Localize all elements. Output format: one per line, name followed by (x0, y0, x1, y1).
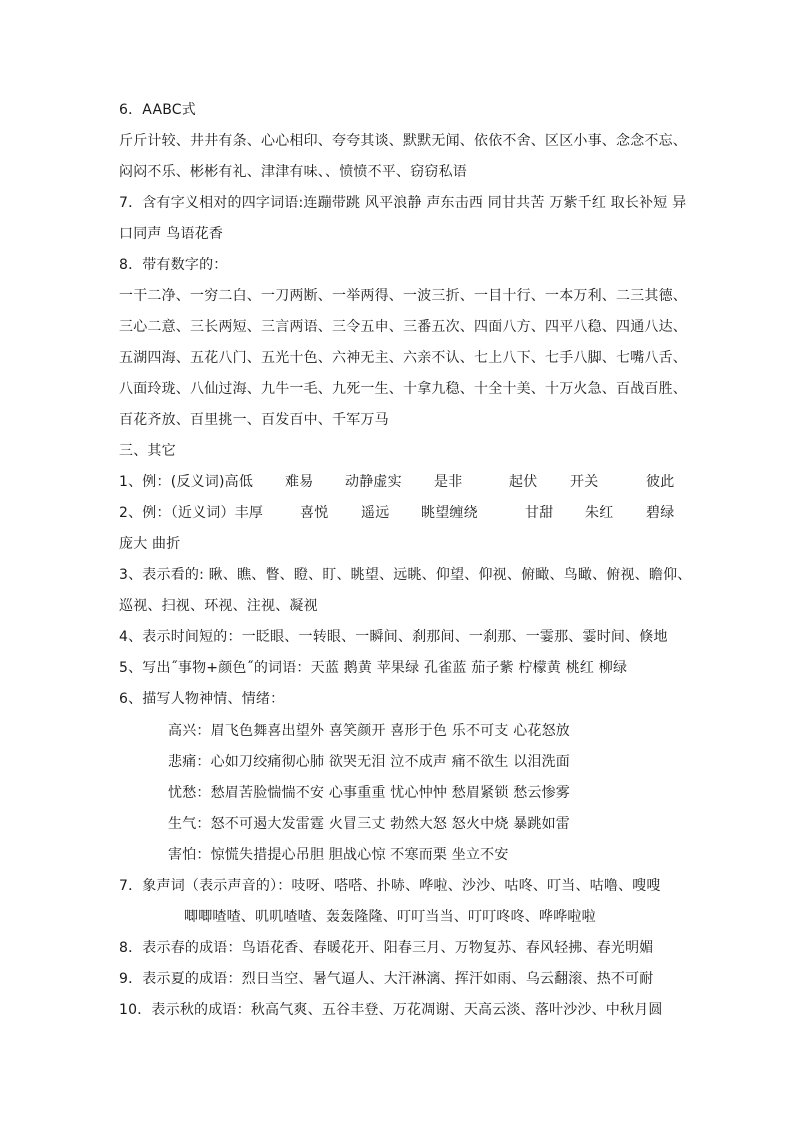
antonym-item: 动静虚实 (345, 474, 402, 490)
text-line: 3、表示看的: 瞅、瞧、瞥、瞪、盯、眺望、远眺、仰望、仰视、俯瞰、鸟瞰、俯视、瞻仰、 (119, 567, 692, 583)
emotion-line-worried: 忧愁：愁眉苦脸惴惴不安 心事重重 忧心忡忡 愁眉紧锁 愁云惨雾 (168, 785, 570, 801)
text-line: 9．表示夏的成语：烈日当空、暑气逼人、大汗淋漓、挥汗如雨、乌云翻滚、热不可耐 (119, 971, 654, 987)
text-line: 闷闷不乐、彬彬有礼、津津有味、、愤愤不平、窃窃私语 (119, 164, 467, 180)
synonym-item: 甘甜 (525, 505, 554, 521)
heading-aabc: 6．AABC式 (119, 102, 196, 118)
text-line: 5、写出˝事物+颜色˝的词语：天蓝 鹅黄 苹果绿 孔雀蓝 茄子紫 柠檬黄 桃红 柳绿 (119, 660, 628, 676)
text-line: 庞大 曲折 (119, 536, 181, 552)
synonym-row (119, 503, 263, 523)
text-line: 巡视、扫视、环视、注视、凝视 (119, 598, 318, 614)
antonym-item: 彼此 (646, 474, 675, 490)
antonym-item: 是非 (434, 474, 463, 490)
emotion-line-angry: 生气：怒不可遏大发雷霆 火冒三丈 勃然大怒 怒火中烧 暴跳如雷 (168, 816, 570, 832)
heading-numbers: 8．带有数字的： (119, 257, 228, 273)
antonym-item: 难易 (285, 474, 314, 490)
heading-emotions: 6、描写人物神情、情绪： (119, 691, 285, 707)
emotion-line-afraid: 害怕：惊慌失措提心吊胆 胆战心惊 不寒而栗 坐立不安 (168, 847, 509, 863)
text-line: 7．含有字义相对的四字词语:连蹦带跳 风平浪静 声东击西 同甘共苦 万紫千红 取长补短 异 (119, 195, 687, 211)
text-line: 4、表示时间短的：一眨眼、一转眼、一瞬间、刹那间、一刹那、一霎那、霎时间、倏地 (119, 629, 668, 645)
antonym-row (119, 472, 253, 492)
synonym-item: 遥远 (361, 505, 390, 521)
text-line: 唧唧喳喳、叽叽喳喳、轰轰隆隆、叮叮当当、叮叮咚咚、哗哗啦啦 (184, 909, 596, 925)
text-line: 百花齐放、百里挑一、百发百中、千军万马 (119, 412, 389, 428)
text-line: 三心二意、三长两短、三言两语、三令五申、三番五次、四面八方、四平八稳、四通八达、 (119, 319, 687, 335)
antonym-item: 起伏 (509, 474, 538, 490)
synonym-item: 碧绿 (646, 505, 675, 521)
emotion-line-happy: 高兴：眉飞色舞喜出望外 喜笑颜开 喜形于色 乐不可支 心花怒放 (168, 723, 570, 739)
antonym-item: 开关 (570, 474, 599, 490)
antonym-label: 1、例：(反义词)高低 (119, 474, 254, 490)
synonym-label: 2、例：（近义词）丰厚 (119, 505, 264, 521)
text-line: 五湖四海、五花八门、五光十色、六神无主、六亲不认、七上八下、七手八脚、七嘴八舌、 (119, 350, 687, 366)
text-line: 8．表示春的成语：鸟语花香、春暖花开、阳春三月、万物复苏、春风轻拂、春光明媚 (119, 940, 654, 956)
text-line: 口同声 鸟语花香 (119, 226, 224, 242)
text-line: 7．象声词（表示声音的）：吱呀、嗒嗒、扑哧、哗啦、沙沙、咕咚、叮当、咕噜、嗖嗖 (119, 878, 661, 894)
text-line: 10．表示秋的成语：秋高气爽、五谷丰登、万花凋谢、天高云淡、落叶沙沙、中秋月圆 (119, 1002, 663, 1018)
synonym-item: 喜悦 (300, 505, 329, 521)
synonym-item: 朱红 (585, 505, 614, 521)
section-heading-other: 三、其它 (119, 443, 176, 459)
text-line: 八面玲珑、八仙过海、九牛一毛、九死一生、十拿九稳、十全十美、十万火急、百战百胜、 (119, 381, 687, 397)
emotion-line-sad: 悲痛：心如刀绞痛彻心肺 欲哭无泪 泣不成声 痛不欲生 以泪洗面 (168, 754, 570, 770)
synonym-item: 眺望缠绕 (421, 505, 478, 521)
text-line: 斤斤计较、井井有条、心心相印、夸夸其谈、默默无闻、依依不舍、区区小事、念念不忘、 (119, 133, 687, 149)
text-line: 一干二净、一穷二白、一刀两断、一举两得、一波三折、一目十行、一本万利、二三其德、 (119, 288, 687, 304)
